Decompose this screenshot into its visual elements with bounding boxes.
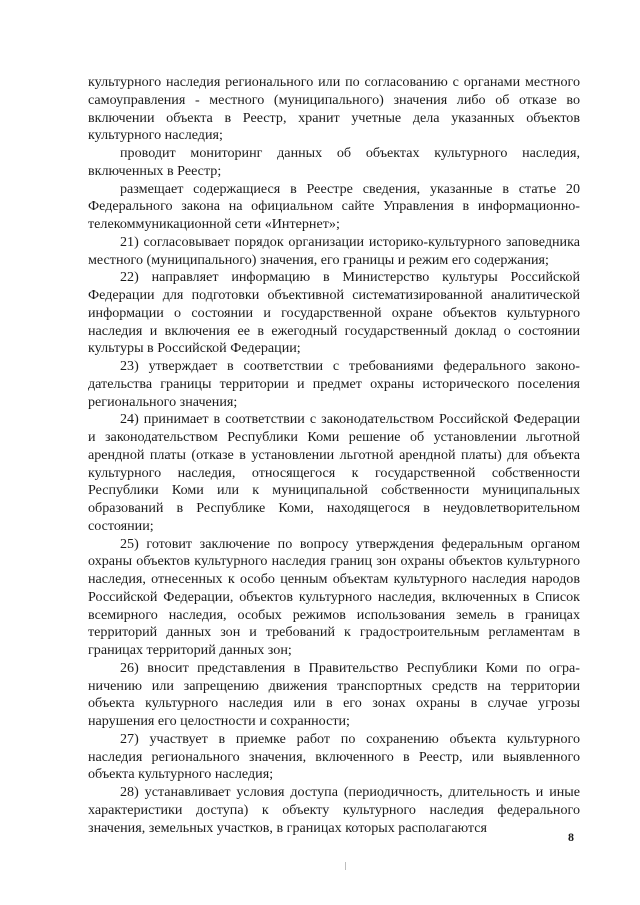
paragraph-monitoring: проводит мониторинг данных об объектах культурного наследия, включенных в Реестр; — [88, 145, 580, 179]
paragraph-item-24: 24) принимает в соответствии с законодательством Российской Федерации и законодательством Республики Коми решение об установлении льготной арендной платы (отказе в установлении льготной арендной платы) для объекта культурного наследия, относящегося к государственной собственности Республики Коми или к муниципальной собственности муниципальных образований в Республике Коми, находящегося в неудовлетворительном состоянии; — [88, 411, 580, 534]
paragraph-item-28: 28) устанавливает условия доступа (периодичность, длительность и иные характеристики доступа) к объекту культурного наследия федерального значения, земельных участков, в границах которых располагаются — [88, 784, 580, 836]
paragraph-item-26: 26) вносит представления в Правительство Республики Коми по ограничению или запрещению движения транспортных средств на территории объекта культурного наследия или в его зонах охраны в случае угрозы нарушения его целостности и сохранности; — [88, 659, 580, 729]
paragraph-item-22: 22) направляет информацию в Министерство культуры Российской Федерации для подготовки объективной систематизированной аналитической информации о состоянии и государственной охране объектов культурного наследия и включения ее в ежегодный государственный доклад о состоянии культуры в Российской Федерации; — [88, 269, 580, 357]
document-body — [88, 74, 580, 837]
paragraph-publishing: размещает содержащиеся в Реестре сведения, указанные в статье 20 Федерального закона на официальном сайте Управления в информационно-телекоммуникационной сети «Интернет»; — [88, 180, 580, 232]
paragraph-item-23: 23) утверждает в соответствии с требованиями федерального законодательства границы территории и предмет охраны исторического поселения регионального значения; — [88, 358, 580, 410]
scan-artifact — [345, 862, 346, 870]
paragraph-continuation: культурного наследия регионального или по согласованию с органами местного самоуправления - местного (муниципального) значения либо об отказе во включении объекта в Реестр, хранит учетные дела указанных объектов культурного наследия; — [88, 74, 580, 144]
paragraph-item-27: 27) участвует в приемке работ по сохранению объекта культурного наследия регионального значения, включенного в Реестр, или выявленного объекта культурного наследия; — [88, 730, 580, 783]
paragraph-item-25: 25) готовит заключение по вопросу утверждения федеральным органом охраны объектов культурного наследия границ зон охраны объектов культурного наследия, отнесенных к особо ценным объектам культурного наследия народов Российской Федерации, объектов культурного наследия, включенных в Список всемирного наследия, особых режимов использования земель в границах территорий данных зон и требований к градостроительным регламентам в границах территорий данных зон; — [88, 535, 580, 658]
page-number: 8 — [568, 830, 574, 844]
paragraph-item-21: 21) согласовывает порядок организации историко-культурного заповедника местного (муниципального) значения, его границы и режим его содержания; — [88, 233, 580, 268]
